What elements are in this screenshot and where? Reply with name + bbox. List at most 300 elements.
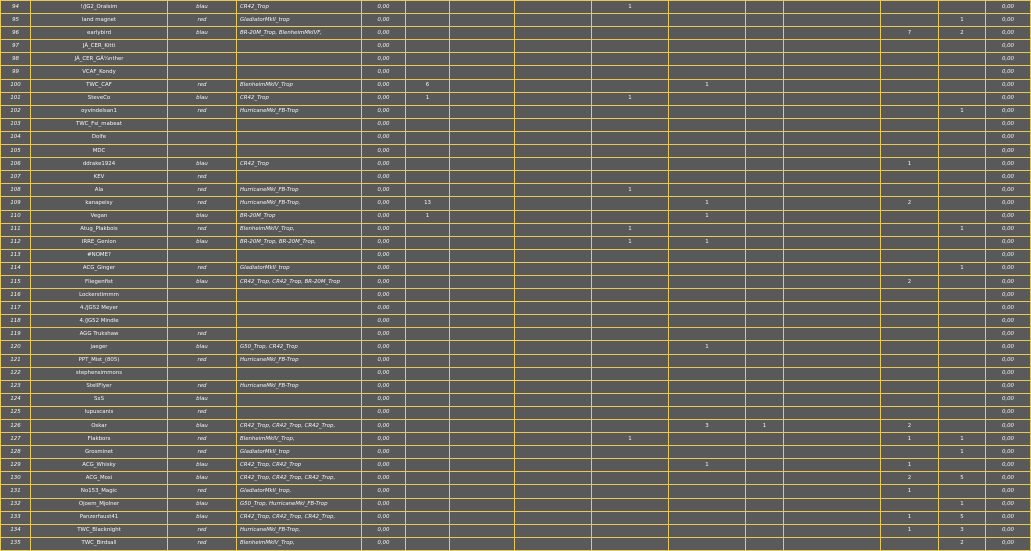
player-name-cell[interactable]: Lockerstimmm — [31, 289, 168, 302]
table-row[interactable] — [1, 524, 1031, 537]
col-9-cell[interactable] — [592, 367, 669, 380]
col-8-cell[interactable] — [515, 223, 592, 236]
col-8-cell[interactable] — [515, 171, 592, 184]
player-name-cell[interactable]: Dolfe — [31, 131, 168, 144]
score-cell[interactable]: 0,00 — [362, 367, 406, 380]
aircraft-cell[interactable]: HurricaneMkI_FB-Trop — [237, 105, 362, 118]
score-cell[interactable]: 0,00 — [362, 197, 406, 210]
col-10-cell[interactable] — [669, 393, 746, 406]
score-cell[interactable]: 0,00 — [362, 66, 406, 79]
table-row[interactable] — [1, 40, 1031, 53]
col-10-cell[interactable]: 1 — [669, 459, 746, 472]
col-9-cell[interactable] — [592, 524, 669, 537]
score-cell[interactable]: 0,00 — [362, 446, 406, 459]
col-6-cell[interactable] — [406, 131, 450, 144]
col-14-cell[interactable] — [939, 184, 986, 197]
col-14-cell[interactable]: 1 — [939, 433, 986, 446]
score-cell[interactable]: 0,00 — [362, 485, 406, 498]
col-12-cell[interactable] — [784, 158, 881, 171]
col-8-cell[interactable] — [515, 66, 592, 79]
col-11-cell[interactable] — [746, 472, 784, 485]
col-12-cell[interactable] — [784, 210, 881, 223]
col-7-cell[interactable] — [450, 53, 515, 66]
col-7-cell[interactable] — [450, 354, 515, 367]
col-9-cell[interactable]: 1 — [592, 1, 669, 14]
col-13-cell[interactable] — [881, 315, 939, 328]
col-6-cell[interactable] — [406, 145, 450, 158]
team-cell[interactable]: red — [168, 354, 237, 367]
col-6-cell[interactable] — [406, 158, 450, 171]
player-name-cell[interactable]: ACG_Mosi — [31, 472, 168, 485]
team-cell[interactable]: red — [168, 485, 237, 498]
score-cell[interactable]: 0,00 — [362, 406, 406, 419]
col-7-cell[interactable] — [450, 223, 515, 236]
score-cell[interactable]: 0,00 — [362, 354, 406, 367]
col-10-cell[interactable] — [669, 328, 746, 341]
col-12-cell[interactable] — [784, 92, 881, 105]
total-cell[interactable]: 0,00 — [986, 158, 1031, 171]
col-6-cell[interactable] — [406, 420, 450, 433]
row-number-cell[interactable]: 125 — [1, 406, 31, 419]
col-13-cell[interactable] — [881, 289, 939, 302]
col-13-cell[interactable] — [881, 145, 939, 158]
col-10-cell[interactable] — [669, 537, 746, 550]
player-name-cell[interactable]: oyvindelsan1 — [31, 105, 168, 118]
col-10-cell[interactable] — [669, 184, 746, 197]
aircraft-cell[interactable] — [237, 145, 362, 158]
total-cell[interactable]: 0,00 — [986, 79, 1031, 92]
player-name-cell[interactable]: TWC_CAF — [31, 79, 168, 92]
col-14-cell[interactable]: 5 — [939, 511, 986, 524]
player-name-cell[interactable]: ACG_Whisky — [31, 459, 168, 472]
team-cell[interactable] — [168, 53, 237, 66]
col-13-cell[interactable] — [881, 354, 939, 367]
score-cell[interactable]: 0,00 — [362, 14, 406, 27]
col-13-cell[interactable] — [881, 328, 939, 341]
col-11-cell[interactable] — [746, 367, 784, 380]
team-cell[interactable]: red — [168, 328, 237, 341]
col-8-cell[interactable] — [515, 262, 592, 275]
total-cell[interactable]: 0,00 — [986, 262, 1031, 275]
col-13-cell[interactable]: 2 — [881, 472, 939, 485]
table-row[interactable] — [1, 145, 1031, 158]
table-row[interactable] — [1, 223, 1031, 236]
col-8-cell[interactable] — [515, 53, 592, 66]
col-11-cell[interactable] — [746, 118, 784, 131]
total-cell[interactable]: 0,00 — [986, 433, 1031, 446]
total-cell[interactable]: 0,00 — [986, 406, 1031, 419]
col-7-cell[interactable] — [450, 197, 515, 210]
player-name-cell[interactable]: Panzerfaust41 — [31, 511, 168, 524]
score-cell[interactable]: 0,00 — [362, 131, 406, 144]
player-name-cell[interactable]: 4./JG52 Mindle — [31, 315, 168, 328]
col-9-cell[interactable] — [592, 485, 669, 498]
col-10-cell[interactable]: 1 — [669, 341, 746, 354]
total-cell[interactable]: 0,00 — [986, 131, 1031, 144]
team-cell[interactable]: red — [168, 262, 237, 275]
col-13-cell[interactable] — [881, 367, 939, 380]
total-cell[interactable]: 0,00 — [986, 275, 1031, 288]
col-9-cell[interactable] — [592, 498, 669, 511]
col-12-cell[interactable] — [784, 40, 881, 53]
score-cell[interactable]: 0,00 — [362, 302, 406, 315]
col-7-cell[interactable] — [450, 537, 515, 550]
player-name-cell[interactable]: MDC — [31, 145, 168, 158]
col-12-cell[interactable] — [784, 249, 881, 262]
col-11-cell[interactable] — [746, 446, 784, 459]
score-cell[interactable]: 0,00 — [362, 145, 406, 158]
aircraft-cell[interactable] — [237, 289, 362, 302]
col-12-cell[interactable] — [784, 498, 881, 511]
col-14-cell[interactable] — [939, 197, 986, 210]
player-name-cell[interactable]: ddrake1924 — [31, 158, 168, 171]
col-9-cell[interactable] — [592, 354, 669, 367]
table-row[interactable] — [1, 197, 1031, 210]
score-cell[interactable]: 0,00 — [362, 105, 406, 118]
col-8-cell[interactable] — [515, 433, 592, 446]
aircraft-cell[interactable]: CR42_Trop — [237, 92, 362, 105]
row-number-cell[interactable]: 114 — [1, 262, 31, 275]
col-13-cell[interactable] — [881, 1, 939, 14]
col-6-cell[interactable] — [406, 315, 450, 328]
col-14-cell[interactable] — [939, 53, 986, 66]
aircraft-cell[interactable]: BR-20M_Trop, BlenheimMkIVF, — [237, 27, 362, 40]
team-cell[interactable]: red — [168, 433, 237, 446]
team-cell[interactable] — [168, 145, 237, 158]
row-number-cell[interactable]: 121 — [1, 354, 31, 367]
total-cell[interactable]: 0,00 — [986, 14, 1031, 27]
aircraft-cell[interactable]: CR42_Trop, CR42_Trop, CR42_Trop, — [237, 511, 362, 524]
col-12-cell[interactable] — [784, 511, 881, 524]
col-11-cell[interactable] — [746, 341, 784, 354]
col-9-cell[interactable] — [592, 393, 669, 406]
col-11-cell[interactable] — [746, 210, 784, 223]
score-cell[interactable]: 0,00 — [362, 380, 406, 393]
col-10-cell[interactable] — [669, 53, 746, 66]
col-9-cell[interactable] — [592, 262, 669, 275]
col-7-cell[interactable] — [450, 92, 515, 105]
total-cell[interactable]: 0,00 — [986, 289, 1031, 302]
total-cell[interactable]: 0,00 — [986, 210, 1031, 223]
row-number-cell[interactable]: 131 — [1, 485, 31, 498]
team-cell[interactable]: red — [168, 380, 237, 393]
aircraft-cell[interactable]: BR-20M_Trop — [237, 210, 362, 223]
team-cell[interactable]: blau — [168, 459, 237, 472]
col-12-cell[interactable] — [784, 406, 881, 419]
col-12-cell[interactable] — [784, 53, 881, 66]
col-9-cell[interactable] — [592, 105, 669, 118]
team-cell[interactable]: red — [168, 171, 237, 184]
col-7-cell[interactable] — [450, 289, 515, 302]
team-cell[interactable]: blau — [168, 472, 237, 485]
col-7-cell[interactable] — [450, 524, 515, 537]
aircraft-cell[interactable] — [237, 393, 362, 406]
col-11-cell[interactable] — [746, 79, 784, 92]
col-14-cell[interactable] — [939, 302, 986, 315]
score-cell[interactable]: 0,00 — [362, 315, 406, 328]
total-cell[interactable]: 0,00 — [986, 498, 1031, 511]
col-13-cell[interactable] — [881, 14, 939, 27]
score-cell[interactable]: 0,00 — [362, 158, 406, 171]
team-cell[interactable]: red — [168, 184, 237, 197]
col-11-cell[interactable] — [746, 289, 784, 302]
col-14-cell[interactable] — [939, 131, 986, 144]
col-7-cell[interactable] — [450, 262, 515, 275]
col-13-cell[interactable] — [881, 66, 939, 79]
col-12-cell[interactable] — [784, 524, 881, 537]
col-8-cell[interactable] — [515, 92, 592, 105]
col-7-cell[interactable] — [450, 210, 515, 223]
col-8-cell[interactable] — [515, 105, 592, 118]
col-12-cell[interactable] — [784, 485, 881, 498]
score-cell[interactable]: 0,00 — [362, 236, 406, 249]
col-7-cell[interactable] — [450, 367, 515, 380]
row-number-cell[interactable]: 104 — [1, 131, 31, 144]
team-cell[interactable]: blau — [168, 275, 237, 288]
col-14-cell[interactable] — [939, 79, 986, 92]
col-10-cell[interactable] — [669, 14, 746, 27]
col-12-cell[interactable] — [784, 459, 881, 472]
table-row[interactable] — [1, 262, 1031, 275]
col-8-cell[interactable] — [515, 79, 592, 92]
col-8-cell[interactable] — [515, 420, 592, 433]
col-11-cell[interactable] — [746, 459, 784, 472]
col-13-cell[interactable] — [881, 184, 939, 197]
row-number-cell[interactable]: 103 — [1, 118, 31, 131]
col-8-cell[interactable] — [515, 328, 592, 341]
col-9-cell[interactable] — [592, 459, 669, 472]
col-12-cell[interactable] — [784, 131, 881, 144]
player-name-cell[interactable]: #NOME? — [31, 249, 168, 262]
total-cell[interactable]: 0,00 — [986, 511, 1031, 524]
score-cell[interactable]: 0,00 — [362, 420, 406, 433]
total-cell[interactable]: 0,00 — [986, 118, 1031, 131]
col-10-cell[interactable] — [669, 92, 746, 105]
col-13-cell[interactable] — [881, 171, 939, 184]
team-cell[interactable]: blau — [168, 27, 237, 40]
col-7-cell[interactable] — [450, 158, 515, 171]
col-7-cell[interactable] — [450, 236, 515, 249]
aircraft-cell[interactable]: G50_Trop, HurricaneMkI_FB-Trop — [237, 498, 362, 511]
col-13-cell[interactable] — [881, 92, 939, 105]
col-11-cell[interactable] — [746, 171, 784, 184]
col-9-cell[interactable] — [592, 275, 669, 288]
player-name-cell[interactable]: JÃ_CER_Kitti — [31, 40, 168, 53]
col-8-cell[interactable] — [515, 158, 592, 171]
col-7-cell[interactable] — [450, 393, 515, 406]
total-cell[interactable]: 0,00 — [986, 40, 1031, 53]
col-7-cell[interactable] — [450, 275, 515, 288]
col-11-cell[interactable] — [746, 53, 784, 66]
aircraft-cell[interactable]: BlenheimMkIV_Trop, — [237, 537, 362, 550]
col-8-cell[interactable] — [515, 275, 592, 288]
total-cell[interactable]: 0,00 — [986, 341, 1031, 354]
score-cell[interactable]: 0,00 — [362, 210, 406, 223]
total-cell[interactable]: 0,00 — [986, 537, 1031, 550]
score-cell[interactable]: 0,00 — [362, 1, 406, 14]
col-7-cell[interactable] — [450, 498, 515, 511]
col-14-cell[interactable] — [939, 1, 986, 14]
aircraft-cell[interactable] — [237, 40, 362, 53]
col-14-cell[interactable] — [939, 145, 986, 158]
col-10-cell[interactable] — [669, 131, 746, 144]
row-number-cell[interactable]: 101 — [1, 92, 31, 105]
player-name-cell[interactable]: Ojoem_Mjolner — [31, 498, 168, 511]
aircraft-cell[interactable] — [237, 406, 362, 419]
col-12-cell[interactable] — [784, 105, 881, 118]
col-11-cell[interactable] — [746, 14, 784, 27]
col-11-cell[interactable] — [746, 537, 784, 550]
col-9-cell[interactable] — [592, 171, 669, 184]
col-6-cell[interactable] — [406, 459, 450, 472]
team-cell[interactable]: blau — [168, 420, 237, 433]
col-6-cell[interactable] — [406, 118, 450, 131]
table-row[interactable] — [1, 459, 1031, 472]
col-13-cell[interactable] — [881, 262, 939, 275]
col-7-cell[interactable] — [450, 145, 515, 158]
col-11-cell[interactable] — [746, 40, 784, 53]
col-7-cell[interactable] — [450, 511, 515, 524]
col-8-cell[interactable] — [515, 249, 592, 262]
table-row[interactable] — [1, 433, 1031, 446]
col-13-cell[interactable]: 1 — [881, 158, 939, 171]
table-row[interactable] — [1, 118, 1031, 131]
player-name-cell[interactable]: Ala — [31, 184, 168, 197]
col-9-cell[interactable] — [592, 145, 669, 158]
table-row[interactable] — [1, 446, 1031, 459]
total-cell[interactable]: 0,00 — [986, 446, 1031, 459]
col-6-cell[interactable] — [406, 524, 450, 537]
col-6-cell[interactable] — [406, 302, 450, 315]
col-13-cell[interactable] — [881, 131, 939, 144]
col-9-cell[interactable] — [592, 328, 669, 341]
col-14-cell[interactable] — [939, 354, 986, 367]
col-12-cell[interactable] — [784, 171, 881, 184]
col-14-cell[interactable]: 1 — [939, 262, 986, 275]
row-number-cell[interactable]: 126 — [1, 420, 31, 433]
player-name-cell[interactable]: KEV — [31, 171, 168, 184]
col-14-cell[interactable] — [939, 210, 986, 223]
team-cell[interactable]: red — [168, 197, 237, 210]
col-13-cell[interactable] — [881, 302, 939, 315]
col-9-cell[interactable] — [592, 511, 669, 524]
team-cell[interactable]: blau — [168, 341, 237, 354]
player-name-cell[interactable]: AGG Trukshaw — [31, 328, 168, 341]
col-13-cell[interactable]: 1 — [881, 511, 939, 524]
team-cell[interactable] — [168, 289, 237, 302]
score-cell[interactable]: 0,00 — [362, 27, 406, 40]
row-number-cell[interactable]: 96 — [1, 27, 31, 40]
player-name-cell[interactable]: jaeger — [31, 341, 168, 354]
col-6-cell[interactable] — [406, 537, 450, 550]
score-cell[interactable]: 0,00 — [362, 289, 406, 302]
player-name-cell[interactable]: 4./JG52 Meyer — [31, 302, 168, 315]
col-10-cell[interactable]: 1 — [669, 79, 746, 92]
col-6-cell[interactable] — [406, 328, 450, 341]
row-number-cell[interactable]: 106 — [1, 158, 31, 171]
col-12-cell[interactable] — [784, 433, 881, 446]
aircraft-cell[interactable]: HurricaneMkI_FB-Trop — [237, 184, 362, 197]
col-11-cell[interactable] — [746, 197, 784, 210]
row-number-cell[interactable]: 105 — [1, 145, 31, 158]
col-6-cell[interactable] — [406, 27, 450, 40]
score-cell[interactable]: 0,00 — [362, 524, 406, 537]
col-14-cell[interactable] — [939, 367, 986, 380]
aircraft-cell[interactable]: CR42_Trop, CR42_Trop, CR42_Trop, — [237, 472, 362, 485]
col-14-cell[interactable] — [939, 118, 986, 131]
player-name-cell[interactable]: lupuscanis — [31, 406, 168, 419]
table-row[interactable] — [1, 105, 1031, 118]
table-row[interactable] — [1, 380, 1031, 393]
col-8-cell[interactable] — [515, 289, 592, 302]
total-cell[interactable]: 0,00 — [986, 524, 1031, 537]
col-6-cell[interactable] — [406, 40, 450, 53]
player-name-cell[interactable]: TWC_Blacknight — [31, 524, 168, 537]
col-14-cell[interactable]: 2 — [939, 537, 986, 550]
col-11-cell[interactable] — [746, 92, 784, 105]
col-8-cell[interactable] — [515, 315, 592, 328]
col-11-cell[interactable] — [746, 485, 784, 498]
total-cell[interactable]: 0,00 — [986, 27, 1031, 40]
score-cell[interactable]: 0,00 — [362, 472, 406, 485]
team-cell[interactable] — [168, 315, 237, 328]
col-7-cell[interactable] — [450, 79, 515, 92]
col-9-cell[interactable] — [592, 249, 669, 262]
total-cell[interactable]: 0,00 — [986, 171, 1031, 184]
col-10-cell[interactable]: 3 — [669, 420, 746, 433]
col-7-cell[interactable] — [450, 420, 515, 433]
col-7-cell[interactable] — [450, 40, 515, 53]
col-8-cell[interactable] — [515, 1, 592, 14]
col-10-cell[interactable] — [669, 171, 746, 184]
col-6-cell[interactable] — [406, 1, 450, 14]
row-number-cell[interactable]: 99 — [1, 66, 31, 79]
team-cell[interactable]: blau — [168, 92, 237, 105]
col-8-cell[interactable] — [515, 459, 592, 472]
table-row[interactable] — [1, 27, 1031, 40]
total-cell[interactable]: 0,00 — [986, 302, 1031, 315]
score-cell[interactable]: 0,00 — [362, 393, 406, 406]
col-6-cell[interactable] — [406, 367, 450, 380]
aircraft-cell[interactable] — [237, 171, 362, 184]
col-14-cell[interactable] — [939, 380, 986, 393]
team-cell[interactable] — [168, 118, 237, 131]
aircraft-cell[interactable]: CR42_Trop, CR42_Trop, BR-20M_Trop — [237, 275, 362, 288]
col-9-cell[interactable] — [592, 210, 669, 223]
total-cell[interactable]: 0,00 — [986, 184, 1031, 197]
col-13-cell[interactable]: 7 — [881, 27, 939, 40]
col-12-cell[interactable] — [784, 14, 881, 27]
col-13-cell[interactable]: 1 — [881, 524, 939, 537]
col-13-cell[interactable] — [881, 380, 939, 393]
col-8-cell[interactable] — [515, 14, 592, 27]
col-9-cell[interactable] — [592, 131, 669, 144]
row-number-cell[interactable]: 124 — [1, 393, 31, 406]
col-13-cell[interactable] — [881, 118, 939, 131]
col-10-cell[interactable] — [669, 511, 746, 524]
row-number-cell[interactable]: 109 — [1, 197, 31, 210]
aircraft-cell[interactable] — [237, 118, 362, 131]
col-11-cell[interactable] — [746, 380, 784, 393]
col-6-cell[interactable] — [406, 380, 450, 393]
col-9-cell[interactable] — [592, 406, 669, 419]
row-number-cell[interactable]: 108 — [1, 184, 31, 197]
col-6-cell[interactable]: 6 — [406, 79, 450, 92]
col-9-cell[interactable] — [592, 341, 669, 354]
aircraft-cell[interactable]: CR42_Trop, CR42_Trop — [237, 459, 362, 472]
table-row[interactable] — [1, 14, 1031, 27]
score-cell[interactable]: 0,00 — [362, 537, 406, 550]
